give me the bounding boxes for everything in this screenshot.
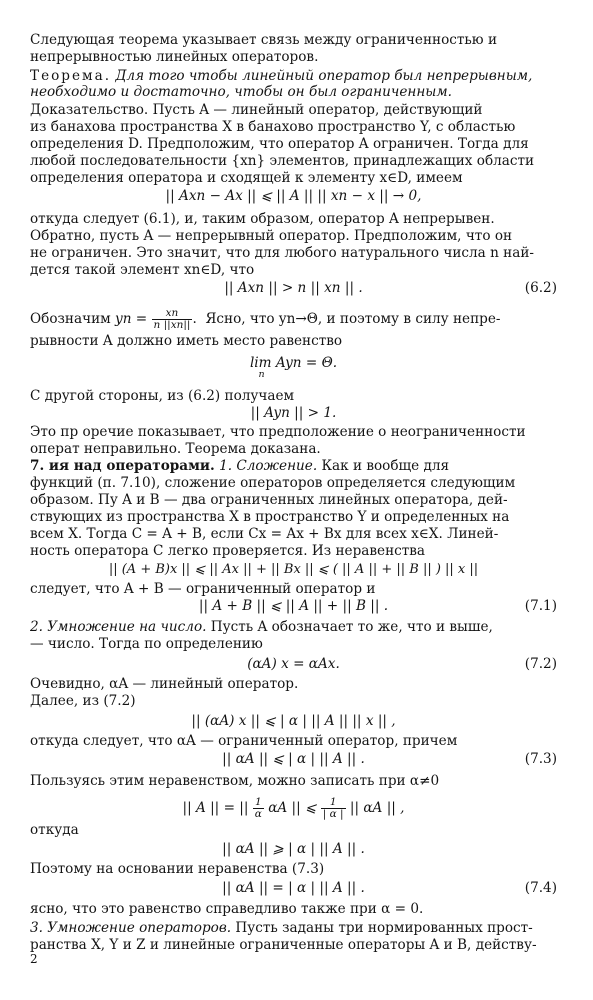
text-line: Доказательство. Пусть A — линейный оператор, действующий <box>30 102 483 118</box>
formula: || αA || ⩾ | α | || A || . <box>222 841 365 857</box>
section-heading: 7. ия над операторами. <box>30 458 215 474</box>
text-line: Следующая теорема указывает связь между ограниченностью и <box>30 32 498 48</box>
subsection-line <box>30 920 557 936</box>
text-line: ясно, что это равенство справедливо также при α = 0. <box>30 901 424 917</box>
equation-number: (6.2) <box>524 280 557 296</box>
section-heading-line <box>30 458 557 474</box>
subsection-line <box>30 619 557 635</box>
fraction <box>321 797 346 820</box>
fraction-denominator: | α | <box>322 808 344 820</box>
text-line: Поэтому на основании неравенства (7.3) <box>30 861 325 877</box>
definition-line <box>30 308 557 330</box>
text-line: — число. Тогда по определению <box>30 636 263 652</box>
fraction-numerator: 1 <box>253 797 264 809</box>
equation-number: (7.2) <box>524 656 557 672</box>
text-line: ранства X, Y и Z и линейные ограниченные операторы A и B, действу- <box>30 937 537 953</box>
text-line: не ограничен. Это значит, что для любого натурального числа n най- <box>30 245 535 261</box>
formula-part: || A || = || <box>182 800 249 816</box>
subsection-title: 2. Умножение на число. <box>30 619 207 635</box>
formula: || (αA) x || ⩽ | α | || A || || x || , <box>191 713 396 729</box>
denote-prefix: Обозначим <box>30 311 116 327</box>
limit-subscript: n <box>258 369 265 380</box>
text-line: ствующих из пространства X в пространство Y и определенных на <box>30 509 510 525</box>
theorem-text: Для того чтобы линейный оператор был непрерывным, <box>111 68 533 84</box>
page-mark: 2 <box>30 952 38 966</box>
text-line: ность оператора C легко проверяется. Из неравенства <box>30 543 426 559</box>
theorem-label: Теорема. <box>30 68 112 84</box>
fraction <box>253 797 264 820</box>
text-segment: Пусть заданы три нормированных прост- <box>231 920 533 936</box>
subsection-title: 1. Сложение. <box>214 458 318 474</box>
text-line: дется такой элемент xn∈D, что <box>30 262 255 278</box>
formula-part: αA || ⩽ <box>263 800 321 816</box>
text-line: откуда следует, что αA — ограниченный оператор, причем <box>30 733 458 749</box>
formula: lim Ayn = Θ. <box>249 355 338 371</box>
text-line: Пользуясь этим неравенством, можно записать при α≠0 <box>30 773 440 789</box>
formula: || A + B || ⩽ || A || + || B || . <box>198 598 389 614</box>
text-line: всем X. Тогда C = A + B, если Cx = Ax + Bx для всех x∈X. Линей- <box>30 526 499 542</box>
text-line: следует, что A + B — ограниченный оператор и <box>30 581 376 597</box>
denote-suffix: . <box>192 311 197 327</box>
text-segment: Пусть A обозначает то же, что и выше, <box>206 619 493 635</box>
formula: || (A + B)x || ⩽ || Ax || + || Bx || ⩽ ( || A || + || B || ) || x || <box>108 562 479 577</box>
text-line: С другой стороны, из (6.2) получаем <box>30 388 295 404</box>
text-line: определения D. Предположим, что оператор A ограничен. Тогда для <box>30 136 529 152</box>
text-line: Это пр оречие показывает, что предположение о неограниченности <box>30 424 526 440</box>
theorem-line <box>30 68 557 84</box>
fraction-denominator: α <box>254 808 262 820</box>
text-line: откуда <box>30 822 79 838</box>
text-line: любой последовательности {xn} элементов, принадлежащих области <box>30 153 535 169</box>
subsection-title: 3. Умножение операторов. <box>30 920 232 936</box>
text-line: операт неправильно. Теорема доказана. <box>30 441 321 457</box>
text-line: рывности A должно иметь место равенство <box>30 333 343 349</box>
formula: || αA || ⩽ | α | || A || . <box>222 751 365 767</box>
equation-number: (7.4) <box>524 880 557 896</box>
formula: (αA) x = αAx. <box>247 656 340 672</box>
fraction-numerator: 1 <box>321 797 346 809</box>
text-line: Обратно, пусть A — непрерывный оператор. Предположим, что он <box>30 228 513 244</box>
text-line: образом. Пу A и B — два ограниченных линейных оператора, дей- <box>30 492 508 508</box>
equation-number: (7.1) <box>524 598 557 614</box>
text-line: Далее, из (7.2) <box>30 693 136 709</box>
theorem-line: необходимо и достаточно, чтобы он был ограниченным. <box>30 84 452 100</box>
text-line: Очевидно, αA — линейный оператор. <box>30 676 299 692</box>
text-line: непрерывностью линейных операторов. <box>30 49 319 65</box>
formula: || αA || = | α | || A || . <box>222 880 365 896</box>
equation-number: (7.3) <box>524 751 557 767</box>
text-line: определения оператора и сходящей к элементу x∈D, имеем <box>30 170 463 186</box>
text-segment: Как и вообще для <box>317 458 450 474</box>
formula <box>30 796 557 820</box>
text-segment: Ясно, что yn→Θ, и поэтому в силу непре- <box>205 311 501 327</box>
formula: || Ayn || > 1. <box>250 405 337 421</box>
text-line: функций (п. 7.10), сложение операторов определяется следующим <box>30 475 516 491</box>
formula-part: || αA || , <box>345 800 405 816</box>
fraction <box>152 308 193 330</box>
denote-y: yn = <box>115 311 152 327</box>
fraction-numerator: xn <box>152 308 193 320</box>
formula: || Axn || > n || xn || . <box>224 280 363 296</box>
text-line: откуда следует (6.1), и, таким образом, оператор A непрерывен. <box>30 211 495 227</box>
formula: || Axn − Ax || ⩽ || A || || xn − x || → 0, <box>165 188 422 204</box>
text-line: из банахова пространства X в банахово пространство Y, с областью <box>30 119 516 135</box>
fraction-denominator: n ||xn|| <box>153 319 191 330</box>
